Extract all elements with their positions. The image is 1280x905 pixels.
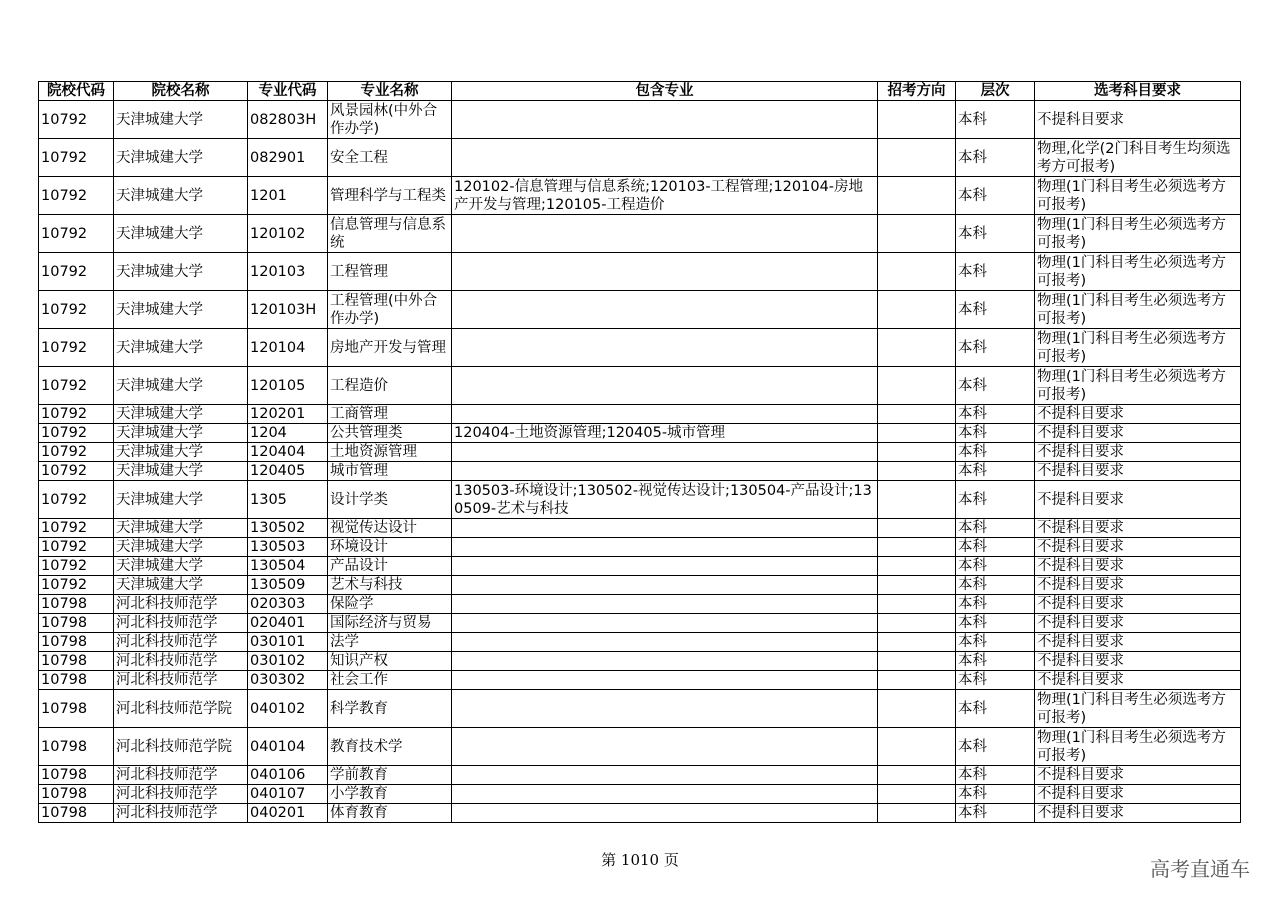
included-majors-cell — [452, 690, 878, 728]
school-name-cell: 天津城建大学 — [114, 462, 248, 481]
table-row — [39, 804, 1241, 823]
level-cell: 本科 — [956, 671, 1035, 690]
school-name-cell: 河北科技师范学 — [114, 671, 248, 690]
table-row — [39, 481, 1241, 519]
school-code-cell: 10792 — [39, 101, 114, 139]
school-code-cell: 10792 — [39, 462, 114, 481]
major-name-cell: 体育教育 — [328, 804, 452, 823]
school-name-cell: 天津城建大学 — [114, 576, 248, 595]
school-name-cell: 河北科技师范学 — [114, 652, 248, 671]
school-name-cell: 河北科技师范学 — [114, 785, 248, 804]
subject-requirement-cell: 不提科目要求 — [1035, 462, 1241, 481]
major-code-cell: 130502 — [248, 519, 328, 538]
school-code-cell: 10792 — [39, 177, 114, 215]
school-name-cell: 天津城建大学 — [114, 177, 248, 215]
major-code-cell: 120103H — [248, 291, 328, 329]
level-cell: 本科 — [956, 595, 1035, 614]
major-code-cell: 1204 — [248, 424, 328, 443]
school-code-cell: 10798 — [39, 614, 114, 633]
school-name-cell: 天津城建大学 — [114, 101, 248, 139]
major-name-cell: 教育技术学 — [328, 728, 452, 766]
school-code-cell: 10792 — [39, 443, 114, 462]
included-majors-cell: 120404-土地资源管理;120405-城市管理 — [452, 424, 878, 443]
school-code-cell: 10792 — [39, 405, 114, 424]
included-majors-cell — [452, 785, 878, 804]
direction-cell — [878, 329, 956, 367]
included-majors-cell — [452, 728, 878, 766]
direction-cell — [878, 557, 956, 576]
direction-cell — [878, 177, 956, 215]
direction-cell — [878, 443, 956, 462]
level-cell: 本科 — [956, 804, 1035, 823]
school-code-cell: 10792 — [39, 215, 114, 253]
included-majors-cell — [452, 595, 878, 614]
direction-cell — [878, 291, 956, 329]
major-name-cell: 艺术与科技 — [328, 576, 452, 595]
subject-requirement-cell: 不提科目要求 — [1035, 576, 1241, 595]
included-majors-cell — [452, 101, 878, 139]
header-included-majors: 包含专业 — [452, 82, 878, 101]
included-majors-cell — [452, 633, 878, 652]
direction-cell — [878, 215, 956, 253]
subject-requirement-cell: 不提科目要求 — [1035, 766, 1241, 785]
major-name-cell: 工程管理 — [328, 253, 452, 291]
school-name-cell: 天津城建大学 — [114, 139, 248, 177]
major-code-cell: 1305 — [248, 481, 328, 519]
level-cell: 本科 — [956, 405, 1035, 424]
major-name-cell: 小学教育 — [328, 785, 452, 804]
major-name-cell: 社会工作 — [328, 671, 452, 690]
major-code-cell: 040106 — [248, 766, 328, 785]
included-majors-cell — [452, 538, 878, 557]
school-name-cell: 天津城建大学 — [114, 215, 248, 253]
direction-cell — [878, 804, 956, 823]
header-level: 层次 — [956, 82, 1035, 101]
school-name-cell: 天津城建大学 — [114, 405, 248, 424]
included-majors-cell — [452, 576, 878, 595]
subject-requirement-cell: 物理(1门科目考生必须选考方可报考) — [1035, 728, 1241, 766]
major-code-cell: 020401 — [248, 614, 328, 633]
school-code-cell: 10792 — [39, 139, 114, 177]
level-cell: 本科 — [956, 329, 1035, 367]
school-code-cell: 10792 — [39, 253, 114, 291]
major-code-cell: 082901 — [248, 139, 328, 177]
included-majors-cell: 130503-环境设计;130502-视觉传达设计;130504-产品设计;130509-艺术与科技 — [452, 481, 878, 519]
direction-cell — [878, 728, 956, 766]
included-majors-cell — [452, 804, 878, 823]
direction-cell — [878, 614, 956, 633]
level-cell: 本科 — [956, 576, 1035, 595]
table-row — [39, 405, 1241, 424]
level-cell: 本科 — [956, 614, 1035, 633]
table-row — [39, 291, 1241, 329]
subject-requirement-cell: 不提科目要求 — [1035, 424, 1241, 443]
school-name-cell: 河北科技师范学 — [114, 595, 248, 614]
included-majors-cell — [452, 253, 878, 291]
table-row — [39, 367, 1241, 405]
major-name-cell: 公共管理类 — [328, 424, 452, 443]
level-cell: 本科 — [956, 728, 1035, 766]
level-cell: 本科 — [956, 519, 1035, 538]
table-row — [39, 671, 1241, 690]
school-code-cell: 10792 — [39, 424, 114, 443]
table-row — [39, 557, 1241, 576]
level-cell: 本科 — [956, 557, 1035, 576]
level-cell: 本科 — [956, 253, 1035, 291]
level-cell: 本科 — [956, 652, 1035, 671]
school-name-cell: 天津城建大学 — [114, 291, 248, 329]
school-code-cell: 10792 — [39, 519, 114, 538]
major-code-cell: 120201 — [248, 405, 328, 424]
school-code-cell: 10792 — [39, 576, 114, 595]
header-school-code: 院校代码 — [39, 82, 114, 101]
included-majors-cell — [452, 329, 878, 367]
major-code-cell: 120105 — [248, 367, 328, 405]
direction-cell — [878, 253, 956, 291]
table-row — [39, 728, 1241, 766]
included-majors-cell — [452, 462, 878, 481]
subject-requirement-cell: 物理(1门科目考生必须选考方可报考) — [1035, 367, 1241, 405]
table-row — [39, 443, 1241, 462]
table-body — [39, 101, 1241, 823]
major-name-cell: 工商管理 — [328, 405, 452, 424]
level-cell: 本科 — [956, 462, 1035, 481]
school-name-cell: 天津城建大学 — [114, 557, 248, 576]
school-code-cell: 10798 — [39, 766, 114, 785]
school-code-cell: 10798 — [39, 728, 114, 766]
school-code-cell: 10798 — [39, 804, 114, 823]
subject-requirement-cell: 不提科目要求 — [1035, 101, 1241, 139]
level-cell: 本科 — [956, 101, 1035, 139]
level-cell: 本科 — [956, 785, 1035, 804]
direction-cell — [878, 785, 956, 804]
major-code-cell: 040107 — [248, 785, 328, 804]
table-row — [39, 177, 1241, 215]
major-name-cell: 安全工程 — [328, 139, 452, 177]
direction-cell — [878, 424, 956, 443]
major-name-cell: 法学 — [328, 633, 452, 652]
level-cell: 本科 — [956, 215, 1035, 253]
table-row — [39, 329, 1241, 367]
major-code-cell: 130503 — [248, 538, 328, 557]
school-name-cell: 河北科技师范学 — [114, 633, 248, 652]
direction-cell — [878, 101, 956, 139]
school-code-cell: 10792 — [39, 291, 114, 329]
subject-requirement-cell: 不提科目要求 — [1035, 671, 1241, 690]
subject-requirement-cell: 不提科目要求 — [1035, 785, 1241, 804]
direction-cell — [878, 538, 956, 557]
subject-requirement-cell: 不提科目要求 — [1035, 443, 1241, 462]
school-name-cell: 天津城建大学 — [114, 424, 248, 443]
subject-requirement-cell: 不提科目要求 — [1035, 595, 1241, 614]
included-majors-cell — [452, 766, 878, 785]
major-name-cell: 风景园林(中外合作办学) — [328, 101, 452, 139]
major-code-cell: 120405 — [248, 462, 328, 481]
major-name-cell: 产品设计 — [328, 557, 452, 576]
subject-requirement-cell: 不提科目要求 — [1035, 804, 1241, 823]
school-name-cell: 河北科技师范学 — [114, 766, 248, 785]
major-code-cell: 020303 — [248, 595, 328, 614]
table-row — [39, 614, 1241, 633]
included-majors-cell — [452, 215, 878, 253]
school-code-cell: 10798 — [39, 690, 114, 728]
included-majors-cell — [452, 652, 878, 671]
major-name-cell: 知识产权 — [328, 652, 452, 671]
school-code-cell: 10792 — [39, 329, 114, 367]
table-row — [39, 519, 1241, 538]
header-direction: 招考方向 — [878, 82, 956, 101]
subject-requirement-cell: 物理(1门科目考生必须选考方可报考) — [1035, 215, 1241, 253]
level-cell: 本科 — [956, 443, 1035, 462]
direction-cell — [878, 690, 956, 728]
school-code-cell: 10792 — [39, 481, 114, 519]
major-name-cell: 国际经济与贸易 — [328, 614, 452, 633]
major-name-cell: 学前教育 — [328, 766, 452, 785]
admissions-table — [38, 81, 1241, 823]
table-row — [39, 595, 1241, 614]
school-code-cell: 10792 — [39, 557, 114, 576]
major-code-cell: 120102 — [248, 215, 328, 253]
included-majors-cell — [452, 291, 878, 329]
school-name-cell: 河北科技师范学 — [114, 804, 248, 823]
major-code-cell: 130509 — [248, 576, 328, 595]
major-code-cell: 082803H — [248, 101, 328, 139]
major-name-cell: 管理科学与工程类 — [328, 177, 452, 215]
subject-requirement-cell: 不提科目要求 — [1035, 481, 1241, 519]
subject-requirement-cell: 不提科目要求 — [1035, 405, 1241, 424]
major-name-cell: 工程管理(中外合作办学) — [328, 291, 452, 329]
direction-cell — [878, 405, 956, 424]
level-cell: 本科 — [956, 177, 1035, 215]
direction-cell — [878, 367, 956, 405]
included-majors-cell — [452, 557, 878, 576]
included-majors-cell — [452, 443, 878, 462]
included-majors-cell — [452, 671, 878, 690]
subject-requirement-cell: 不提科目要求 — [1035, 519, 1241, 538]
subject-requirement-cell: 物理(1门科目考生必须选考方可报考) — [1035, 329, 1241, 367]
major-name-cell: 信息管理与信息系统 — [328, 215, 452, 253]
school-name-cell: 天津城建大学 — [114, 367, 248, 405]
direction-cell — [878, 652, 956, 671]
major-code-cell: 030302 — [248, 671, 328, 690]
school-name-cell: 天津城建大学 — [114, 253, 248, 291]
school-name-cell: 天津城建大学 — [114, 481, 248, 519]
table-row — [39, 101, 1241, 139]
direction-cell — [878, 766, 956, 785]
table-row — [39, 576, 1241, 595]
major-code-cell: 030102 — [248, 652, 328, 671]
school-name-cell: 河北科技师范学 — [114, 614, 248, 633]
watermark: 高考直通车 — [1150, 857, 1250, 881]
major-name-cell: 保险学 — [328, 595, 452, 614]
major-name-cell: 城市管理 — [328, 462, 452, 481]
table-row — [39, 690, 1241, 728]
major-name-cell: 科学教育 — [328, 690, 452, 728]
subject-requirement-cell: 不提科目要求 — [1035, 557, 1241, 576]
school-code-cell: 10792 — [39, 538, 114, 557]
major-code-cell: 1201 — [248, 177, 328, 215]
subject-requirement-cell: 物理(1门科目考生必须选考方可报考) — [1035, 177, 1241, 215]
included-majors-cell — [452, 614, 878, 633]
subject-requirement-cell: 不提科目要求 — [1035, 538, 1241, 557]
major-name-cell: 工程造价 — [328, 367, 452, 405]
major-code-cell: 040104 — [248, 728, 328, 766]
school-name-cell: 天津城建大学 — [114, 519, 248, 538]
table-row — [39, 766, 1241, 785]
included-majors-cell — [452, 367, 878, 405]
major-name-cell: 土地资源管理 — [328, 443, 452, 462]
school-code-cell: 10798 — [39, 633, 114, 652]
subject-requirement-cell: 不提科目要求 — [1035, 652, 1241, 671]
direction-cell — [878, 671, 956, 690]
major-name-cell: 房地产开发与管理 — [328, 329, 452, 367]
level-cell: 本科 — [956, 633, 1035, 652]
direction-cell — [878, 633, 956, 652]
major-name-cell: 设计学类 — [328, 481, 452, 519]
direction-cell — [878, 576, 956, 595]
page-number: 第 1010 页 — [601, 851, 679, 869]
subject-requirement-cell: 物理(1门科目考生必须选考方可报考) — [1035, 253, 1241, 291]
major-code-cell: 120404 — [248, 443, 328, 462]
level-cell: 本科 — [956, 538, 1035, 557]
table-row — [39, 139, 1241, 177]
major-code-cell: 040201 — [248, 804, 328, 823]
table-row — [39, 633, 1241, 652]
subject-requirement-cell: 不提科目要求 — [1035, 633, 1241, 652]
major-name-cell: 视觉传达设计 — [328, 519, 452, 538]
major-code-cell: 030101 — [248, 633, 328, 652]
table-header-row — [39, 82, 1241, 101]
school-code-cell: 10798 — [39, 785, 114, 804]
included-majors-cell — [452, 405, 878, 424]
included-majors-cell: 120102-信息管理与信息系统;120103-工程管理;120104-房地产开发与管理;120105-工程造价 — [452, 177, 878, 215]
subject-requirement-cell: 不提科目要求 — [1035, 614, 1241, 633]
level-cell: 本科 — [956, 139, 1035, 177]
level-cell: 本科 — [956, 690, 1035, 728]
school-name-cell: 天津城建大学 — [114, 538, 248, 557]
direction-cell — [878, 519, 956, 538]
level-cell: 本科 — [956, 481, 1035, 519]
included-majors-cell — [452, 139, 878, 177]
school-code-cell: 10798 — [39, 595, 114, 614]
table-row — [39, 785, 1241, 804]
school-code-cell: 10792 — [39, 367, 114, 405]
header-subject-requirement: 选考科目要求 — [1035, 82, 1241, 101]
major-code-cell: 120103 — [248, 253, 328, 291]
level-cell: 本科 — [956, 766, 1035, 785]
major-code-cell: 120104 — [248, 329, 328, 367]
school-name-cell: 河北科技师范学院 — [114, 728, 248, 766]
level-cell: 本科 — [956, 291, 1035, 329]
table-row — [39, 253, 1241, 291]
school-code-cell: 10798 — [39, 652, 114, 671]
major-name-cell: 环境设计 — [328, 538, 452, 557]
subject-requirement-cell: 物理(1门科目考生必须选考方可报考) — [1035, 291, 1241, 329]
school-name-cell: 天津城建大学 — [114, 443, 248, 462]
header-major-name: 专业名称 — [328, 82, 452, 101]
school-name-cell: 河北科技师范学院 — [114, 690, 248, 728]
header-school-name: 院校名称 — [114, 82, 248, 101]
school-code-cell: 10798 — [39, 671, 114, 690]
table-row — [39, 215, 1241, 253]
table-row — [39, 424, 1241, 443]
header-major-code: 专业代码 — [248, 82, 328, 101]
subject-requirement-cell: 物理(1门科目考生必须选考方可报考) — [1035, 690, 1241, 728]
table-row — [39, 462, 1241, 481]
included-majors-cell — [452, 519, 878, 538]
school-name-cell: 天津城建大学 — [114, 329, 248, 367]
direction-cell — [878, 595, 956, 614]
level-cell: 本科 — [956, 367, 1035, 405]
table-row — [39, 652, 1241, 671]
subject-requirement-cell: 物理,化学(2门科目考生均须选考方可报考) — [1035, 139, 1241, 177]
direction-cell — [878, 139, 956, 177]
major-code-cell: 130504 — [248, 557, 328, 576]
direction-cell — [878, 462, 956, 481]
major-code-cell: 040102 — [248, 690, 328, 728]
level-cell: 本科 — [956, 424, 1035, 443]
table-row — [39, 538, 1241, 557]
direction-cell — [878, 481, 956, 519]
